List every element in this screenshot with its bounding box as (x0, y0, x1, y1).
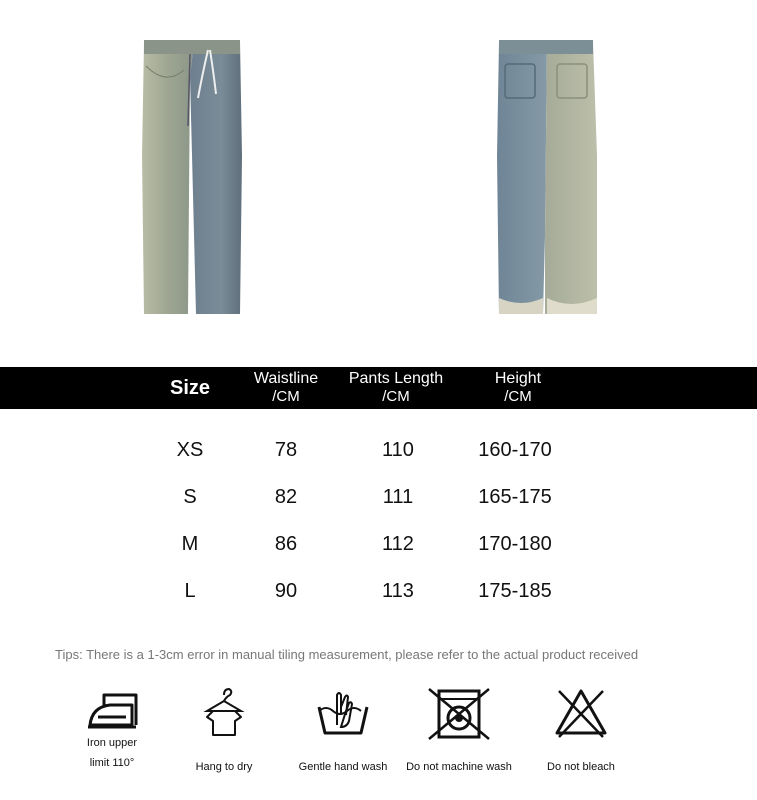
header-height-label: Height (494, 370, 542, 387)
height-cell: 175-185 (478, 580, 552, 602)
care-item-hand-wash (294, 685, 392, 777)
care-item-hang (184, 685, 264, 777)
length-cell: 113 (382, 580, 414, 602)
table-row (0, 529, 757, 559)
care-item-no-bleach (536, 685, 626, 777)
header-height (468, 367, 568, 409)
size-cell: XS (176, 439, 204, 461)
header-height-unit: /CM (504, 388, 532, 405)
height-cell: 160-170 (478, 439, 552, 461)
length-cell: 111 (382, 486, 414, 508)
header-waistline (236, 367, 336, 409)
hand-wash-icon (313, 685, 373, 741)
header-pants-length (336, 367, 456, 409)
no-bleach-icon (551, 685, 611, 741)
table-row (0, 435, 757, 465)
waistline-cell: 78 (274, 439, 298, 461)
header-size (140, 367, 240, 409)
care-instructions (0, 685, 757, 800)
size-cell: L (184, 580, 196, 602)
care-label: Hang to dry (195, 761, 253, 773)
table-row (0, 482, 757, 512)
care-label: Do not machine wash (406, 761, 512, 773)
size-table-header (0, 367, 757, 409)
header-waistline-unit: /CM (272, 388, 300, 405)
measurement-tips: Tips: There is a 1-3cm error in manual tiling measurement, please refer to the actual product received (55, 647, 639, 662)
header-waistline-label: Waistline (253, 370, 319, 387)
no-machine-wash-icon (427, 685, 491, 741)
length-cell: 110 (382, 439, 414, 461)
size-cell: M (181, 533, 199, 555)
header-pants-length-unit: /CM (382, 388, 410, 405)
length-cell: 112 (382, 533, 414, 555)
jeans-back-image (485, 36, 610, 320)
jeans-front-image (128, 36, 258, 320)
waistline-cell: 86 (274, 533, 298, 555)
care-item-iron (72, 685, 152, 773)
care-item-no-machine-wash (398, 685, 520, 777)
hanger-icon (199, 685, 249, 741)
size-cell: S (183, 486, 197, 508)
waistline-cell: 90 (274, 580, 298, 602)
header-pants-length-label: Pants Length (348, 370, 444, 387)
table-row (0, 576, 757, 606)
care-label: Gentle hand wash (298, 761, 388, 773)
product-photos (0, 0, 757, 365)
care-label: Do not bleach (547, 761, 615, 773)
iron-icon (82, 685, 142, 733)
care-label-line2: limit 110° (89, 757, 135, 769)
height-cell: 170-180 (478, 533, 552, 555)
waistline-cell: 82 (274, 486, 298, 508)
header-size-label: Size (169, 377, 211, 399)
care-label: Iron upper (86, 737, 138, 749)
height-cell: 165-175 (478, 486, 552, 508)
